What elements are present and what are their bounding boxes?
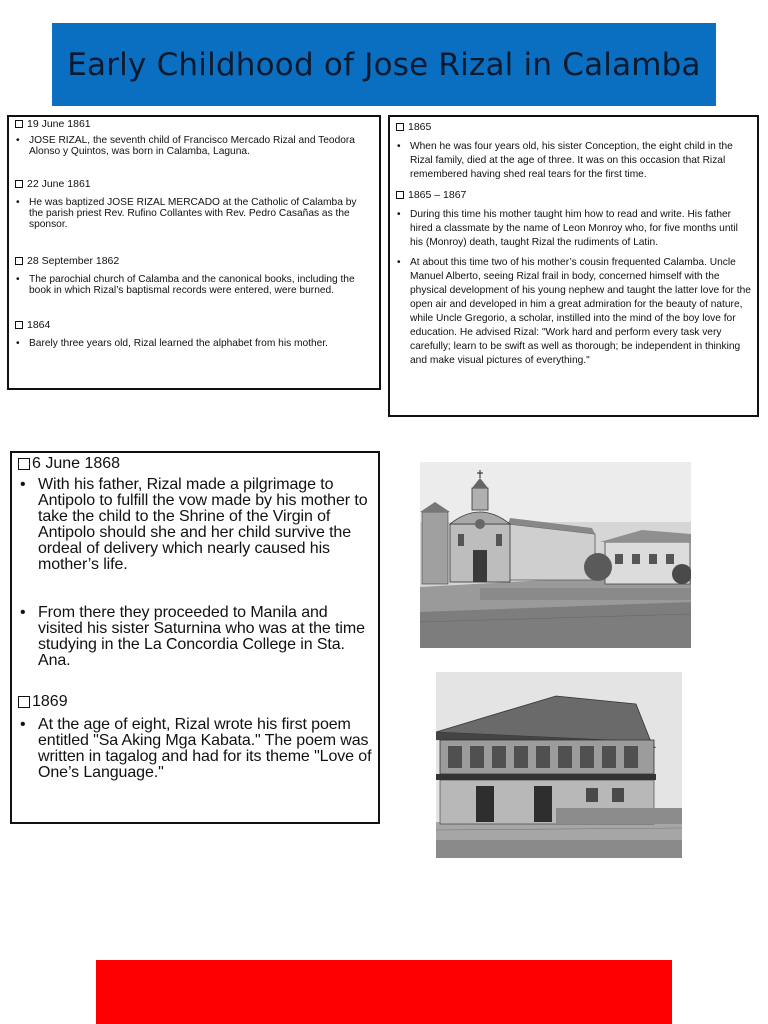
section-date: 1869: [32, 693, 68, 710]
section-date: 1865 – 1867: [408, 189, 467, 201]
section-date: 6 June 1868: [32, 455, 121, 472]
church-photo: [420, 462, 691, 648]
section-date: 28 September 1862: [27, 255, 120, 267]
section-date: 22 June 1861: [27, 178, 91, 190]
checkbox-bullet-icon: [15, 180, 23, 188]
section-heading: [396, 120, 751, 134]
timeline-box-1861-1864: [7, 115, 381, 390]
title-banner: [52, 23, 716, 106]
section-heading: [18, 693, 372, 711]
section-heading: [396, 188, 751, 202]
section-date: 19 June 1861: [27, 118, 91, 130]
list-item: • From there they proceeded to Manila and visited his sister Saturnina who was at the time studying in the La Concordia College in Sta. Ana.: [18, 605, 372, 669]
checkbox-bullet-icon: [15, 321, 23, 329]
section-date: 1865: [408, 121, 432, 133]
list-item: • JOSE RIZAL, the seventh child of Francisco Mercado Rizal and Teodora Alonso y Quintos, was born in Calamba, Laguna.: [15, 135, 373, 157]
rizal-house-photo: [436, 672, 682, 858]
checkbox-bullet-icon: [396, 123, 404, 131]
list-item: • During this time his mother taught him how to read and write. His father hired a classmate by the name of Leon Monroy who, for five months until his (Monroy) death, taught Rizal the rudiments of Latin.: [396, 208, 751, 250]
list-item: • At the age of eight, Rizal wrote his first poem entitled "Sa Aking Mga Kabata." The poem was written in tagalog and had for its theme "Love of One’s Language.": [18, 717, 372, 781]
timeline-box-1868-1869: [10, 451, 380, 824]
checkbox-bullet-icon: [15, 257, 23, 265]
list-item: • At about this time two of his mother’s cousin frequented Calamba. Uncle Manuel Alberto, seeing Rizal frail in body, concerned himself with the physical development of his young nephew and taught the latter love for the open air and developed in him a great admiration for the beauty of nature, while Uncle Gregorio, a scholar, instilled into the mind of the boy love for education. He advised Rizal: "Work hard and perform every task very carefully; learn to be swift as well as thorough; be independent in thinking and make visual pictures of everything.": [396, 256, 751, 368]
section-heading: [15, 117, 373, 131]
checkbox-bullet-icon: [15, 120, 23, 128]
section-heading: [18, 455, 372, 473]
list-item: • When he was four years old, his sister Conception, the eight child in the Rizal family, died at the age of three. It was on this occasion that Rizal remembered having shed real tears for the first time.: [396, 140, 751, 182]
section-date: 1864: [27, 319, 51, 331]
section-heading: [15, 177, 373, 191]
page-title: Early Childhood of Jose Rizal in Calamba: [67, 46, 701, 83]
list-item: • The parochial church of Calamba and the canonical books, including the book in which Rizal’s baptismal records were entered, were burned.: [15, 274, 373, 296]
section-heading: [15, 254, 373, 268]
footer-banner: [96, 960, 672, 1024]
list-item: • Barely three years old, Rizal learned the alphabet from his mother.: [15, 338, 373, 349]
checkbox-bullet-icon: [18, 458, 30, 470]
checkbox-bullet-icon: [396, 191, 404, 199]
section-heading: [15, 318, 373, 332]
list-item: • With his father, Rizal made a pilgrimage to Antipolo to fulfill the vow made by his mother to take the child to the Shrine of the Virgin of Antipolo should she and her child survive the ordeal of delivery which nearly caused his mother’s life.: [18, 477, 372, 573]
timeline-box-1865-1867: [388, 115, 759, 417]
list-item: • He was baptized JOSE RIZAL MERCADO at the Catholic of Calamba by the parish priest Rev. Rufino Collantes with Rev. Pedro Casañas as the sponsor.: [15, 197, 373, 230]
checkbox-bullet-icon: [18, 696, 30, 708]
